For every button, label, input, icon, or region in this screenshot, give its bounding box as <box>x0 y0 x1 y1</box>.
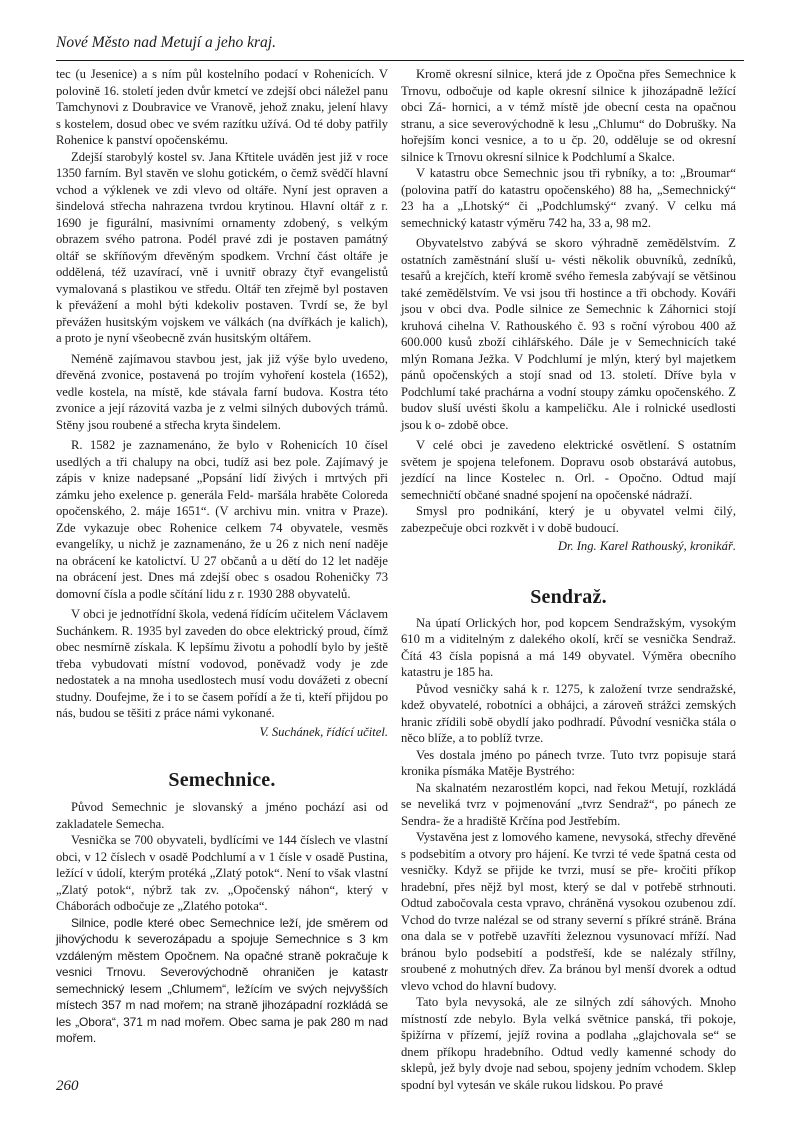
paragraph: Na úpatí Orlických hor, pod kopcem Sendražským, vysokým 610 m a viditelným z dalekého okolí, krčí se vesnička Sendraž. Čítá 43 čísla popisná a má 149 obyvatel. Výměra obecního katastru je 185 ha. <box>401 615 736 679</box>
paragraph: Původ Semechnic je slovanský a jméno pochází asi od zakladatele Semecha. <box>56 800 388 831</box>
paragraph: Neméně zajímavou stavbou jest, jak již výše bylo uvedeno, dřevěná zvonice, postavená po trojím vyhoření kostela (1652), vedle kostela, na místě, kde stávala farní budova. Kostra této zvonice a její rázovitá vazba je z velmi silných dubových trámů. Stěny jsou roubené a střecha kryta šindelem. <box>56 351 388 432</box>
section-heading: Semechnice. <box>168 769 276 791</box>
left-column <box>56 66 388 1047</box>
paragraph: Tato byla nevysoká, ale ze silných zdí sáhových. Mnoho místností zde nebylo. Byla velká světnice panská, tři pokoje, špižírna v přízemí, jejíž rovina a podlaha „glajchovala se“ se dnem příkopu hradebního. Odtud vedly kamenné schody do sklepů, jež byly dvoje nad sebou, spojeny jedním vchodem. Sklep spodní byl vytesán ve skále rukou lidskou. Po pravé <box>401 995 736 1092</box>
paragraph: Ves dostala jméno po pánech tvrze. Tuto tvrz popisuje stará kronika písmáka Matěje Bystrého: <box>401 747 736 778</box>
paragraph: V obci je jednotřídní škola, vedená řídícím učitelem Václavem Suchánkem. R. 1935 byl zaveden do obce elektrický proud, čímž obec nesmírně získala. K lepšímu životu a pohodlí bylo by ještě třeba vybudovati místní vodovod, poněvadž vody je zde nedostatek a na mnoha usedlostech musí vodu dovážeti z obecní studny. Doufejme, že i to se časem pořídí a že ti, kteří přijdou po nás, budou se těšiti z práce námi vykonané. <box>56 607 388 720</box>
paragraph: Na skalnatém nezarostlém kopci, nad řekou Metují, rozkládá se neveliká tvrz v pojmenování „tvrz Sendraž“, po pánech ze Sendra- že a hradiště Krčína pod Jestřebím. <box>401 780 736 828</box>
section-heading: Sendraž. <box>530 585 607 608</box>
paragraph: Kromě okresní silnice, která jde z Opočna přes Semechnice k Trnovu, odbočuje od kaple okresní silnice k jihozápadně ležící obci Zá- hornici, a v témž místě jde obecní cesta na opačnou stranu, a sice severovýchodně k lesu „Chlumu“ do Dobrušky. Na hořejším konci vesnice, a to u čp. 20, odděluje se od okresní silnice k Trnovu okresní silnice k Podchlumí a Skalce. <box>401 67 736 164</box>
running-header: Nové Město nad Metují a jeho kraj. <box>56 34 276 51</box>
paragraph: Zdejší starobylý kostel sv. Jana Křtitele uváděn jest již v roce 1350 farním. Byl stavěn ve slohu gotickém, o čemž svědčí hlavní vchod a výklenek ve zdi vlevo od oltáře. Nyní jest opraven a šindelová střecha nahrazena tvrdou krytinou. Hlavní oltář z r. 1690 je figurální, masivními ornamenty zdobený, s velkým obrazem svého patrona. Podél pravé zdi je postaven památný oltář se skříňovým dřevěným spodkem. Vrchní část oltáře je oddělená, též uzavírací, vně i uvnitř obrazy čtyř evangelistů vymalovaná s plastikou ve středu. Oltář ten zřejmě byl postaven k převážení a mohl býti kdekoliv postaven. Tvrdí se, že byl převážen husitským vojskem ve válkách (na dvířkách je kalich), a proto je nyní všeobecně zván husitským oltářem. <box>56 149 388 345</box>
paragraph: tec (u Jesenice) a s ním půl kostelního podací v Rohenicích. V polovině 16. století jeden dvůr kmetcí ve zdejší obci náležel panu Tamchynovi z Doubravice ve Vranově, jehož znaku, jelení hlavy s kostelem, dosud obec ve svém razítku užívá. Od té doby patřily Rohenice k panství opočenskému. <box>56 67 388 147</box>
paragraph: V celé obci je zavedeno elektrické osvětlení. S ostatním světem je spojena telefonem. Dopravu osob obstarává autobus, jezdící na lince Kostelec n. Orl. - Opočno. Odtud mají semechničtí občané snadné spojení na opočenské nádraží. <box>401 438 736 502</box>
author-signature: V. Suchánek, řídící učitel. <box>259 724 388 739</box>
paragraph: Silnice, podle které obec Semechnice leží, jde směrem od jihovýchodu k severozápadu a spojuje Semechnice s 3 km vzdáleným městem Opočnem. Na opačné straně pokračuje k vesnici Trnovu. Severovýchodně ohraničen je katastr semechnický lesem „Chlumem“, ležícím ve svých nejvyšších místech 357 m nad mořem; na straně jihozápadní rozkládá se les „Obora“, 371 m nad mořem. Obec sama je pak 280 m nad mořem. <box>56 915 388 1045</box>
section-heading-wrapper <box>401 585 736 609</box>
header-rule <box>56 60 744 61</box>
paragraph: Vystavěna jest z lomového kamene, nevysoká, střechy dřevěné s podsebitím a otvory pro hájení. Ke tvrzi té vede špatná cesta od vesničky. Když se přijde ke tvrzi, musí se pře- kročiti příkop hradební, přes nějž byl most, který se dal v potřebě strhnouti. Odtud zabočovala cesta vpravo, chráněná vysokou ozubenou zdí. Vchod do tvrze nalézal se od strany severní s příkré stráně. Brána ona dala se v potřebě uzavříti železnou vysunovací mříží. Nad bránou bylo podsebití a podstřeší, kde se nalézaly střílny, sroubené z mohutných dřev. Za bránou byl menší dvorek a odtud vlevo vchod do hlavní budovy. <box>401 830 736 993</box>
paragraph: R. 1582 je zaznamenáno, že bylo v Rohenicích 10 čísel usedlých a tři chalupy na obci, tudíž asi bez pole. Zajímavý je zápis v knize nadepsané „Popsání lidí živých i mrtvých při zámku jeho exelence p. generála Feld- maršála hraběte Coloreda opočenského, 2. máje 1651“. (V archivu min. vnitra v Praze). Zde vykazuje obec Rohenice celkem 74 obyvatele, vesměs evangelíky, u nichž je zaznamenáno, že u 26 z nich není naděje na obrácení ke katolictví. U 27 občanů a u dětí do 12 let naděje na obrácení jest. Dnes má zdejší obec s osadou Roheničky 73 domovní čísla a podle sčítání lidu z r. 1930 288 obyvatelů. <box>56 438 388 601</box>
author-signature: Dr. Ing. Karel Rathouský, kronikář. <box>557 539 736 553</box>
paragraph: V katastru obce Semechnic jsou tři rybníky, a to: „Broumar“ (polovina patří do katastru opočenského) 88 ha, „Semechnický“ 23 ha a „Lhotský“ či „Podchlumský“ zvaný. V celku má semechnický katastr výměru 742 ha, 33 a, 98 m2. <box>401 166 736 230</box>
paragraph: Smysl pro podnikání, který je u obyvatel velmi čilý, zabezpečuje obci rozkvět i v době budoucí. <box>401 504 736 535</box>
right-column <box>401 66 736 1093</box>
section-heading-wrapper <box>56 768 388 792</box>
paragraph: Vesnička se 700 obyvateli, bydlícími ve 144 číslech ve vlastní obci, v 12 číslech v osadě Podchlumí a v 1 čísle v osadě Pustina, ležící v údolí, kterým protéká „Zlatý potok“. Není to však vlastní „Zlatý potok“, nýbrž tak zv. „Opočenský náhon“, který v Cháborách odbočuje ze „Zlatého potoka“. <box>56 833 388 913</box>
page-number: 260 <box>56 1078 79 1094</box>
paragraph: Obyvatelstvo zabývá se skoro výhradně zemědělstvím. Z ostatních zaměstnání sluší u- vésti několik obuvníků, zedníků, tesařů a krejčích, kteří kromě svého řemesla zabývají se většinou také zemědělstvím. Ve vsi jsou tři hostince a tři obchody. Kováři jsou v obci dva. Podle silnice ze Semechnic k Záhornici stojí kruhová cihelna V. Rathouského č. 93 s roční výrobou 400 až 600.000 kusů zboží cihlářského. Dále je v Semechnicích také mlýn Romana Ježka. V Podchlumí je mlýn, který byl majetkem pánů opočenských a stojí snad od 13. století. Dříve byla v Podchlumí také prachárna a vodní stoupy zámku opočenského. Z budov sluší uvésti školu a kampeličku. Ale i rolnické usedlosti jsou k o- zdobě obce. <box>401 236 736 432</box>
paragraph: Původ vesničky sahá k r. 1275, k založení tvrze sendražské, kdež obyvatelé, robotníci a obhájci, a zároveň strážci zemských hranic zřídili sobě obydlí jako podhradí. Původní vesnička stála o něco blíže, a to poblíž tvrze. <box>401 681 736 745</box>
